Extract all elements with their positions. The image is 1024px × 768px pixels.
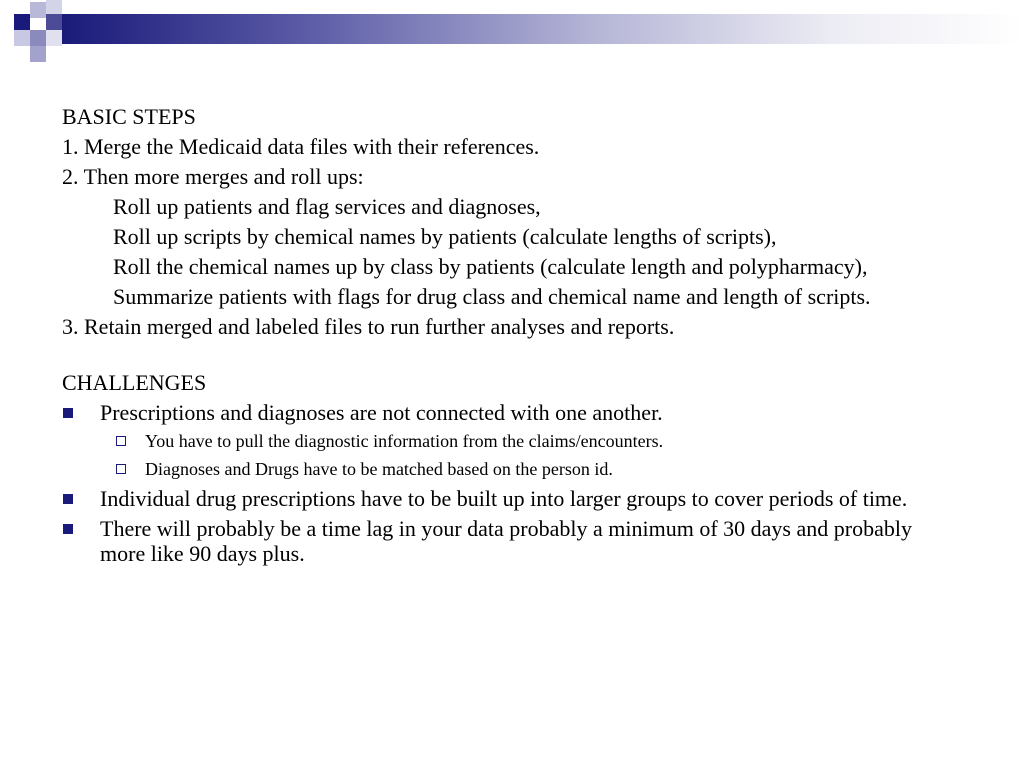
slide-body (62, 104, 962, 571)
challenge-item (62, 486, 962, 511)
decorative-square (14, 14, 30, 30)
challenge-item (62, 516, 962, 566)
decorative-square (14, 30, 30, 46)
decorative-square (46, 30, 62, 46)
basic-steps-heading: BASIC STEPS (62, 104, 196, 129)
decorative-square (46, 14, 62, 30)
decorative-square (46, 0, 62, 14)
substep: Roll the chemical names up by class by patients (calculate length and polypharmacy), (113, 254, 868, 279)
substep: Roll up patients and flag services and diagnoses, (113, 194, 541, 219)
section-spacer (62, 344, 962, 370)
hollow-square-bullet-icon (116, 464, 126, 474)
square-bullet-icon (63, 524, 73, 534)
step-3: 3. Retain merged and labeled files to run further analyses and reports. (62, 314, 675, 339)
challenge-text: Individual drug prescriptions have to be built up into larger groups to cover periods of time. (100, 486, 908, 511)
challenge-subitem (62, 458, 962, 480)
hollow-square-bullet-icon (116, 436, 126, 446)
challenge-text: Prescriptions and diagnoses are not connected with one another. (100, 400, 663, 425)
decorative-square (30, 2, 46, 18)
challenge-subtext: Diagnoses and Drugs have to be matched based on the person id. (145, 459, 613, 479)
challenge-text: There will probably be a time lag in your data probably a minimum of 30 days and probably more like 90 days plus. (100, 516, 912, 566)
challenge-subitem (62, 430, 962, 452)
challenge-subtext: You have to pull the diagnostic information from the claims/encounters. (145, 431, 664, 451)
decorative-square (30, 46, 46, 62)
square-bullet-icon (63, 408, 73, 418)
header-gradient-bar (62, 14, 1024, 44)
substep: Summarize patients with flags for drug class and chemical name and length of scripts. (113, 284, 871, 309)
step-2: 2. Then more merges and roll ups: (62, 164, 364, 189)
slide-header-decoration (0, 0, 1024, 64)
challenge-item (62, 400, 962, 425)
step-1: 1. Merge the Medicaid data files with their references. (62, 134, 540, 159)
challenges-heading: CHALLENGES (62, 370, 207, 395)
substep: Roll up scripts by chemical names by patients (calculate lengths of scripts), (113, 224, 777, 249)
square-bullet-icon (63, 494, 73, 504)
decorative-square (30, 30, 46, 46)
